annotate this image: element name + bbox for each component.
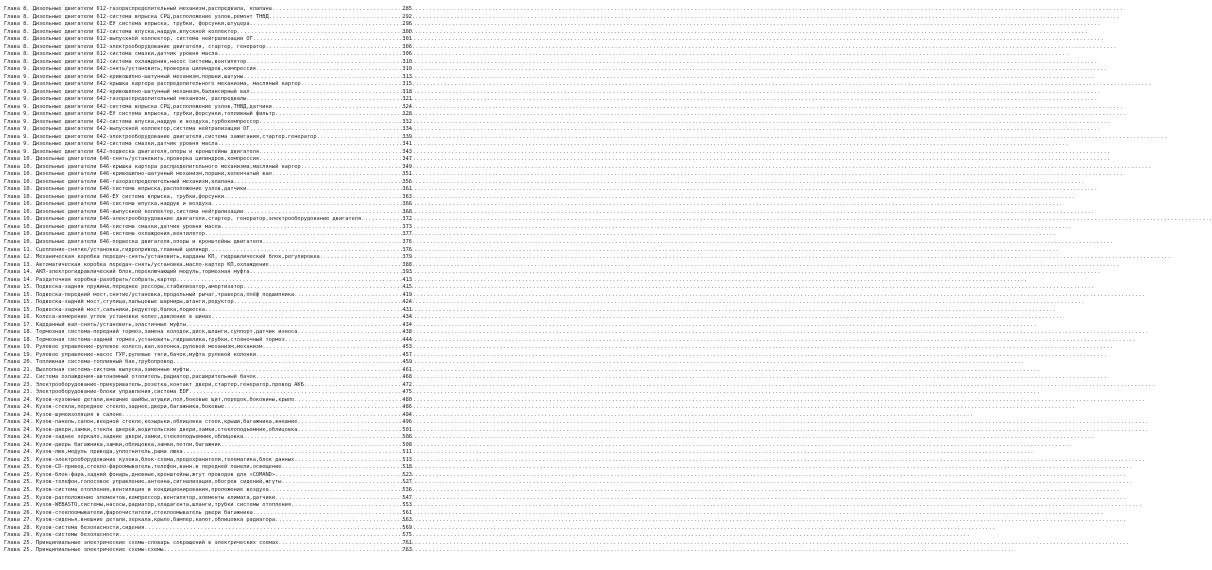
toc-entry: [4, 186, 412, 194]
toc-dot-leader: [272, 104, 402, 112]
toc-entry: [4, 404, 412, 412]
toc-dot-leader: [246, 59, 401, 67]
toc-entry-title: Глава 14. Раздаточная коробка-разобрать/собрать,картер: [4, 276, 177, 283]
toc-entry: [4, 329, 412, 337]
toc-entry: [4, 21, 412, 29]
toc-entry: [4, 74, 412, 82]
toc-entry-page-number: 457: [402, 351, 412, 358]
toc-dot-leader: [259, 149, 401, 157]
toc-entry: [4, 307, 412, 315]
toc-entry: [4, 502, 412, 510]
toc-entry: [4, 344, 412, 352]
toc-entry-title: Глава 20. Топливная система-топливный бак,трубопровод: [4, 359, 174, 366]
toc-entry: [4, 111, 412, 119]
toc-entry-title: Глава 10. Дизельные двигатели 646-электрооборудование двигателя,стартер, генератор,электрооборудование двигателя: [4, 216, 362, 223]
toc-entry: [4, 510, 412, 518]
toc-entry: [4, 59, 412, 67]
toc-dot-leader: [281, 479, 401, 487]
toc-entry: [4, 81, 412, 89]
toc-dot-leader: [250, 21, 402, 29]
toc-entry-page-number: 575: [402, 532, 412, 539]
toc-entry-title: Глава 9. Дизельные двигатели 642-кривошипно-шатунный механизм,поршни,шатуны: [4, 73, 244, 80]
toc-dot-leader: [294, 292, 401, 300]
toc-dot-leader: [205, 231, 402, 239]
toc-entry-title: Глава 9. Дизельные двигатели 642-снять/установить,проверка цилиндров,компрессия: [4, 66, 256, 73]
toc-entry: [4, 44, 412, 52]
toc-entry-page-number: 415: [402, 284, 412, 291]
toc-entry-page-number: 536: [402, 487, 412, 493]
toc-dot-leader: [266, 44, 402, 52]
toc-entry-page-number: 431: [402, 306, 412, 313]
toc-dot-leader: [250, 126, 402, 134]
toc-entry: [4, 6, 412, 14]
toc-entry-title: Глава 9. Дизельные двигатели 642-система смазки,датчик уровня масла: [4, 141, 218, 148]
toc-entry-title: Глава 14. АКП-электрогидравлический блок,переключающий модуль,тормозная муфта: [4, 269, 250, 276]
toc-entry: [4, 224, 412, 232]
toc-entry-page-number: 368: [402, 208, 412, 215]
toc-entry-title: Глава 25. Кузов-телефон,голосовое управление,антенна,сигнализация,обогрев сидений,жгуты: [4, 479, 282, 486]
toc-entry-page-number: 339: [402, 133, 412, 140]
toc-entry-title: Глава 11. Сцепление-снятие/установка,гидропривод,главный цилиндр: [4, 246, 209, 253]
toc-dot-leader: [275, 472, 401, 480]
toc-entry-title: Глава 9. Дизельные двигатели 642-система впрыска СРЦ,расположение узлов,ТНВД,датчики: [4, 103, 272, 110]
toc-dot-leader: [119, 532, 402, 540]
toc-entry: [4, 419, 412, 427]
toc-dot-leader: [243, 74, 401, 82]
toc-entry-page-number: 561: [402, 509, 412, 516]
toc-entry-title: Глава 10. Дизельные двигатели 646-система впуска,наддув и воздуха: [4, 201, 212, 208]
toc-entry-page-number: 343: [402, 148, 412, 155]
toc-entry: [4, 66, 412, 74]
toc-entry-title: Глава 24. Кузов-люк,модуль привода,уплотнитель,рама люка: [4, 449, 183, 456]
toc-entry: [4, 216, 412, 224]
toc-entry-page-number: 301: [402, 36, 412, 43]
toc-entry-title: Глава 25. Кузов-WEBASTO,системы,насосы,радиатор,хладагента,шланги,трубки системы отопления: [4, 502, 292, 509]
toc-dot-leader: [320, 254, 402, 262]
toc-entry-page-number: 306: [402, 51, 412, 58]
toc-dot-leader: [259, 156, 401, 164]
toc-dot-leader: [246, 186, 401, 194]
toc-entry-page-number: 480: [402, 396, 412, 403]
toc-entry-page-number: 468: [402, 374, 412, 381]
toc-entry: [4, 36, 412, 44]
toc-entry: [4, 389, 412, 397]
toc-entry: [4, 119, 412, 127]
toc-entry: [4, 525, 412, 533]
toc-dot-leader: [301, 164, 402, 172]
toc-entry: [4, 547, 412, 555]
toc-entry-title: Глава 10. Дизельные двигатели 646-система охлаждения,вентилятор: [4, 231, 205, 238]
toc-entry-title: Глава 10. Дизельные двигатели 646-ЕУ система впрыска, трубки,форсунки: [4, 193, 225, 200]
toc-dot-leader: [183, 449, 402, 457]
toc-entry-title: Глава 8. Дизельные двигатели 612-ЕУ система впрыска, трубки, форсунки,штуцера: [4, 21, 250, 28]
toc-dot-leader: [275, 517, 401, 525]
toc-entry-title: Глава 9. Дизельные двигатели 642-выпускной коллектор,система нейтрализации ОГ: [4, 126, 250, 133]
toc-entry-page-number: 373: [402, 223, 412, 230]
toc-entry-title: Глава 17. Карданный вал-снять/установить,эластичные муфты: [4, 321, 186, 328]
toc-entry-title: Глава 15. Подвеска-задняя пружина,переднее рессоры,стабилизатор,амортизатор: [4, 284, 244, 291]
toc-entry-title: Глава 9. Дизельные двигатели 642-крышка картера распределительного механизма, масляный картер: [4, 81, 301, 88]
toc-entry-page-number: 523: [402, 471, 412, 478]
toc-entry-page-number: 486: [402, 404, 412, 411]
toc-entry-page-number: 285: [402, 6, 412, 12]
toc-entry-title: Глава 25. Кузов-электрооборудование кузова,блок-схема,предохранители,телематика,блок данных: [4, 456, 295, 463]
toc-entry-page-number: 292: [402, 13, 412, 20]
toc-entry-page-number: 324: [402, 103, 412, 110]
toc-entry: [4, 322, 412, 330]
toc-entry-title: Глава 25. Кузов-CD-привод,стекло-фароомыватель,телефон,ванн.в передней панели,освещение: [4, 464, 282, 471]
toc-entry-title: Глава 26. Кузов-стеклоомыватели,фароочистители,стеклоомыватель двери багажника: [4, 509, 253, 516]
toc-entry-page-number: 351: [402, 171, 412, 178]
toc-entry-page-number: 569: [402, 524, 412, 531]
toc-dot-leader: [294, 397, 401, 405]
toc-dot-leader: [221, 442, 402, 450]
toc-entry-page-number: 501: [402, 426, 412, 433]
toc-entry-page-number: 349: [402, 163, 412, 170]
toc-entry-title: Глава 16. Колеса-измерение углов установки колес,давление в шинах: [4, 314, 212, 321]
toc-dot-leader: [291, 502, 401, 510]
toc-entry: [4, 149, 412, 157]
toc-entry: [4, 89, 412, 97]
toc-entry-page-number: 315: [402, 81, 412, 88]
toc-entry-page-number: 388: [402, 261, 412, 268]
toc-entry-title: Глава 10. Дизельные двигатели 646-снять/установить,проверка цилиндров,компрессия: [4, 156, 260, 163]
toc-entry-page-number: 563: [402, 517, 412, 524]
toc-entry: [4, 495, 412, 503]
toc-entry-title: Глава 9. Дизельные двигатели 642-подвеска двигателя,опоры и кронштейны двигателя: [4, 148, 260, 155]
toc-entry: [4, 314, 412, 322]
toc-entry: [4, 284, 412, 292]
toc-dot-leader: [269, 487, 402, 495]
toc-entry-page-number: 356: [402, 178, 412, 185]
toc-entry-page-number: 453: [402, 344, 412, 351]
toc-dot-leader: [285, 337, 402, 345]
toc-entry: [4, 14, 412, 22]
toc-entry-page-number: 296: [402, 21, 412, 28]
toc-dot-leader: [256, 352, 401, 360]
toc-entry-title: Глава 18. Тормозная система-передний тормоз,замена колодок,диск,шланги,суппорт,датчик износа: [4, 329, 298, 336]
toc-dot-leader: [243, 434, 401, 442]
toc-dot-leader: [275, 495, 401, 503]
toc-dot-leader: [173, 359, 401, 367]
toc-dot-leader: [211, 201, 401, 209]
toc-dot-leader: [269, 262, 402, 270]
toc-entry-title: Глава 8. Дизельные двигатели 612-газораспределительный механизм,распредвала, клапана: [4, 6, 272, 12]
toc-entry-page-number: 461: [402, 366, 412, 373]
toc-entry-page-number: 361: [402, 186, 412, 193]
toc-entry: [4, 254, 412, 262]
toc-dot-leader: [272, 171, 402, 179]
toc-dot-leader: [297, 427, 401, 435]
toc-dot-leader: [234, 179, 402, 187]
toc-dot-leader: [253, 36, 402, 44]
toc-dot-leader: [253, 510, 402, 518]
toc-entry: [4, 292, 412, 300]
toc-entry-page-number: 475: [402, 389, 412, 396]
toc-entry-title: Глава 25. Кузов-блок-фара,задний фонарь,дневные,кронштейны,жгут проводов для «COMAND»: [4, 471, 276, 478]
toc-entry-title: Глава 25. Принципиальные электрические схемы-схемы: [4, 547, 164, 554]
toc-entry: [4, 299, 412, 307]
toc-dot-leader: [275, 111, 401, 119]
toc-entry-page-number: 424: [402, 299, 412, 306]
toc-entry-page-number: 372: [402, 216, 412, 223]
toc-entry-page-number: 434: [402, 314, 412, 321]
toc-entry: [4, 96, 412, 104]
toc-entry-page-number: 547: [402, 494, 412, 501]
toc-entry-page-number: 366: [402, 201, 412, 208]
toc-entry-page-number: 328: [402, 111, 412, 118]
toc-entry-page-number: 376: [402, 238, 412, 245]
toc-dot-leader: [259, 119, 401, 127]
toc-entry: [4, 464, 412, 472]
toc-entry-title: Глава 10. Дизельные двигатели 646-кривошипно-шатунный механизм,поршни,коленчатый вал: [4, 171, 272, 178]
toc-dot-leader: [224, 404, 401, 412]
toc-entry: [4, 239, 412, 247]
toc-entry-page-number: 300: [402, 28, 412, 35]
toc-dot-leader: [317, 134, 402, 142]
toc-entry-title: Глава 9. Дизельные двигатели 642-электрооборудование двигателя,система зажигания,стартер,генератор: [4, 133, 317, 140]
toc-entry-title: Глава 10. Дизельные двигатели 646-подвеска двигателя,опоры и кронштейны двигателя: [4, 238, 263, 245]
toc-dot-leader: [304, 382, 402, 390]
toc-entry: [4, 434, 412, 442]
toc-entry-page-number: 310: [402, 66, 412, 73]
toc-dot-leader: [294, 457, 401, 465]
toc-entry: [4, 141, 412, 149]
toc-entry: [4, 277, 412, 285]
toc-entry-title: Глава 24. Кузов-стекла,переднее стекло,заднее,двери,багажника,боковые: [4, 404, 225, 411]
toc-entry-title: Глава 29. Кузов-системы безопасности: [4, 532, 119, 539]
toc-entry-title: Глава 25. Принципиальные электрические схемы-словарь сокращений в электрических схемах: [4, 539, 279, 546]
toc-dot-leader: [176, 277, 401, 285]
toc-dot-leader: [189, 389, 401, 397]
toc-entry: [4, 457, 412, 465]
toc-entry-title: Глава 24. Кузов-двери,замки,стекла дверей,водительские двери,замки,стеклоподъемник,облицовка: [4, 426, 298, 433]
toc-entry-title: Глава 19. Рулевое управление-рулевое колесо,вал,колонка,рулевой механизм,механизм: [4, 344, 263, 351]
toc-entry-title: Глава 18. Тормозная система-задний тормоз,установить,гидравлика,трубки,стояночный тормоз: [4, 336, 285, 343]
toc-dot-leader: [208, 247, 401, 255]
toc-dot-leader: [218, 141, 402, 149]
toc-entry-page-number: 513: [402, 456, 412, 463]
toc-entry-title: Глава 27. Кузов-сиденья,внешние детали,зеркала,крыло,бампер,капот,облицовка радиатора: [4, 517, 276, 524]
toc-dot-leader: [237, 29, 402, 37]
toc-entry-page-number: 553: [402, 502, 412, 509]
toc-entry-page-number: 459: [402, 359, 412, 366]
toc-dot-leader: [163, 547, 401, 555]
toc-entry-page-number: 363: [402, 193, 412, 200]
toc-entry: [4, 517, 412, 525]
toc-entry-page-number: 444: [402, 336, 412, 343]
toc-entry-page-number: 321: [402, 96, 412, 103]
toc-entry: [4, 532, 412, 540]
toc-entry-page-number: 494: [402, 411, 412, 418]
toc-entry: [4, 442, 412, 450]
toc-entry: [4, 231, 412, 239]
toc-entry-title: Глава 10. Дизельные двигатели 646-газораспределительный механизм,клапана: [4, 178, 234, 185]
toc-entry-page-number: 332: [402, 118, 412, 125]
toc-entry-title: Глава 8. Дизельные двигатели 612-система впуска,наддув,впускной коллектор: [4, 28, 237, 35]
toc-entry: [4, 134, 412, 142]
toc-entry-page-number: 761: [402, 539, 412, 546]
toc-entry: [4, 194, 412, 202]
toc-dot-leader: [205, 307, 402, 315]
toc-entry: [4, 449, 412, 457]
toc-dot-leader: [221, 224, 402, 232]
toc-entry: [4, 156, 412, 164]
toc-entry-title: Глава 24. Кузов-кузовные детали,внешние шайбы,атущки,пол,боковые щит,передок,боковины,крыло: [4, 396, 295, 403]
table-of-contents: [4, 6, 412, 555]
toc-entry: [4, 540, 412, 548]
toc-entry-title: Глава 10. Дизельные двигатели 646-система смазки,датчик уровня масла: [4, 223, 221, 230]
toc-entry: [4, 29, 412, 37]
toc-entry-title: Глава 10. Дизельные двигатели 646-крышка картера распределительного механизма,масляный картер: [4, 163, 301, 170]
toc-entry-page-number: 313: [402, 73, 412, 80]
toc-entry-page-number: 472: [402, 381, 412, 388]
toc-dot-leader: [281, 464, 401, 472]
toc-entry-title: Глава 13. Автоматическая коробка передач-снять/установка,масло-картер КП,охлаждение: [4, 261, 269, 268]
toc-dot-leader: [246, 96, 401, 104]
toc-entry-title: Глава 9. Дизельные двигатели 642-газораспределительный механизм, распредвалы: [4, 96, 247, 103]
toc-dot-leader: [297, 419, 401, 427]
toc-dot-leader: [272, 6, 402, 14]
toc-entry-page-number: 511: [402, 449, 412, 456]
toc-entry-title: Глава 25. Кузов-расположение элементов,компрессор,вентилятор,элементы климата,датчики: [4, 494, 276, 501]
toc-dot-leader: [144, 525, 401, 533]
toc-entry: [4, 247, 412, 255]
toc-entry-page-number: 434: [402, 321, 412, 328]
toc-entry: [4, 201, 412, 209]
toc-entry-page-number: 438: [402, 329, 412, 336]
toc-entry-page-number: 376: [402, 246, 412, 253]
toc-entry: [4, 51, 412, 59]
toc-entry-title: Глава 8. Дизельные двигатели 612-электрооборудование двигателя, стартер, генератор: [4, 43, 266, 50]
toc-entry-title: Глава 8. Дизельные двигатели 612-система впрыска СРЦ,расположение узлов,ремонт ТНВД: [4, 13, 269, 20]
toc-entry-title: Глава 15. Подвеска-передний мост,снятие/установка,продольный рычаг,траверса,плёф подшипника: [4, 291, 295, 298]
toc-entry-title: Глава 10. Дизельные двигатели 646-выпускной коллектор,система нейтрализации: [4, 208, 244, 215]
toc-entry-title: Глава 24. Кузов-панель,салон,веедной стекле,козырьки,облицовка стоек,крыши,багажника,внешние: [4, 419, 298, 426]
toc-entry-page-number: 318: [402, 88, 412, 95]
toc-dot-leader: [218, 51, 402, 59]
toc-entry: [4, 171, 412, 179]
toc-dot-leader: [250, 269, 402, 277]
toc-entry-title: Глава 24. Кузов-дверь багажника,замки,облицовка,замки,петли,багажник: [4, 441, 221, 448]
toc-dot-leader: [256, 66, 401, 74]
toc-entry-title: Глава 24. Кузов-заднее зеркало,задние двери,замки,стеклоподъемник,облицовка: [4, 434, 244, 441]
toc-entry: [4, 269, 412, 277]
toc-entry-page-number: 306: [402, 43, 412, 50]
toc-entry-page-number: 379: [402, 254, 412, 261]
toc-dot-leader: [256, 374, 401, 382]
toc-entry: [4, 179, 412, 187]
toc-entry-page-number: 419: [402, 291, 412, 298]
toc-entry-title: Глава 15. Подвеска-задний мост,ступица,пальцевые шарниры,штанги,редуктор: [4, 299, 234, 306]
toc-entry-page-number: 377: [402, 231, 412, 238]
toc-entry-title: Глава 21. Выхлопная система-система выпуска,заменные муфты: [4, 366, 189, 373]
toc-entry-page-number: 393: [402, 269, 412, 276]
toc-entry: [4, 164, 412, 172]
toc-dot-leader: [224, 194, 401, 202]
toc-entry: [4, 479, 412, 487]
toc-entry-title: Глава 22. Система охлаждения-автономный отопитель,радиатор,расширительный бачок: [4, 374, 256, 381]
toc-entry-title: Глава 28. Кузов-система безопасности,сидения: [4, 524, 145, 531]
toc-entry-title: Глава 8. Дизельные двигатели 612-выпускной коллектор, система нейтрализации ОГ: [4, 36, 253, 43]
toc-entry: [4, 126, 412, 134]
toc-entry-title: Глава 10. Дизельные двигатели 646-система впрыска,расположение узлов,датчики: [4, 186, 247, 193]
toc-entry-page-number: 413: [402, 276, 412, 283]
toc-entry-page-number: 527: [402, 479, 412, 486]
toc-entry-title: Глава 25. Кузов-система отопления,вентиляция и кондиционирования,проложение воздуха: [4, 487, 269, 493]
toc-dot-leader: [186, 322, 402, 330]
toc-entry-title: Глава 12. Механическая коробка передач-снять/установить,карданы КП, гидравлический блок,регулировка: [4, 254, 320, 261]
toc-entry-page-number: 334: [402, 126, 412, 133]
toc-entry-title: Глава 23. Электрооборудование-блоки управления,система EDF: [4, 389, 189, 396]
toc-entry: [4, 262, 412, 270]
toc-entry-title: Глава 8. Дизельные двигатели 612-система охлаждения,насос системы,вентилятор: [4, 58, 247, 65]
toc-entry-page-number: 506: [402, 434, 412, 441]
toc-entry: [4, 337, 412, 345]
toc-entry-page-number: 496: [402, 419, 412, 426]
toc-entry-page-number: 508: [402, 441, 412, 448]
toc-dot-leader: [269, 14, 402, 22]
toc-entry-page-number: 310: [402, 58, 412, 65]
toc-dot-leader: [250, 89, 402, 97]
toc-entry-title: Глава 23. Электрооборудование-прикуриватель,розетка,контакт двери,стартер,генератор,провод АКБ: [4, 381, 304, 388]
toc-entry: [4, 374, 412, 382]
toc-entry-page-number: 518: [402, 464, 412, 471]
toc-entry-page-number: 341: [402, 141, 412, 148]
toc-entry-title: Глава 24. Кузов-шумоизоляция в салоне: [4, 411, 122, 418]
toc-page: [0, 0, 416, 570]
toc-dot-leader: [234, 299, 402, 307]
toc-entry-title: Глава 9. Дизельные двигатели 642-кривошипно-шатунный механизм,балансирный вал: [4, 88, 250, 95]
toc-entry-title: Глава 8. Дизельные двигатели 612-система смазки,датчик уровня масла: [4, 51, 218, 58]
toc-dot-leader: [301, 81, 402, 89]
toc-dot-leader: [211, 314, 401, 322]
toc-entry: [4, 487, 412, 495]
toc-entry-title: Глава 15. Подвеска-задний мост,сальники,редуктор,балка,подвеска: [4, 306, 205, 313]
toc-dot-leader: [297, 329, 401, 337]
toc-entry-title: Глава 9. Дизельные двигатели 642-система впуска,наддув и воздуха,турбокомпрессор: [4, 118, 260, 125]
toc-entry-title: Глава 9. Дизельные двигатели 642-ЕУ система впрыска, трубки,форсунки,топливный фильтр: [4, 111, 276, 118]
toc-entry-title: Глава 19. Рулевое управление-насос ГУР,рулевые тяги,бачок,муфта рулевой колонки: [4, 351, 256, 358]
toc-entry-page-number: 763: [402, 547, 412, 554]
toc-entry-page-number: 347: [402, 156, 412, 163]
toc-entry: [4, 359, 412, 367]
toc-dot-leader: [243, 284, 401, 292]
toc-dot-leader: [278, 540, 401, 548]
toc-dot-leader: [262, 344, 401, 352]
toc-dot-leader: [262, 239, 401, 247]
toc-dot-leader: [361, 216, 401, 224]
